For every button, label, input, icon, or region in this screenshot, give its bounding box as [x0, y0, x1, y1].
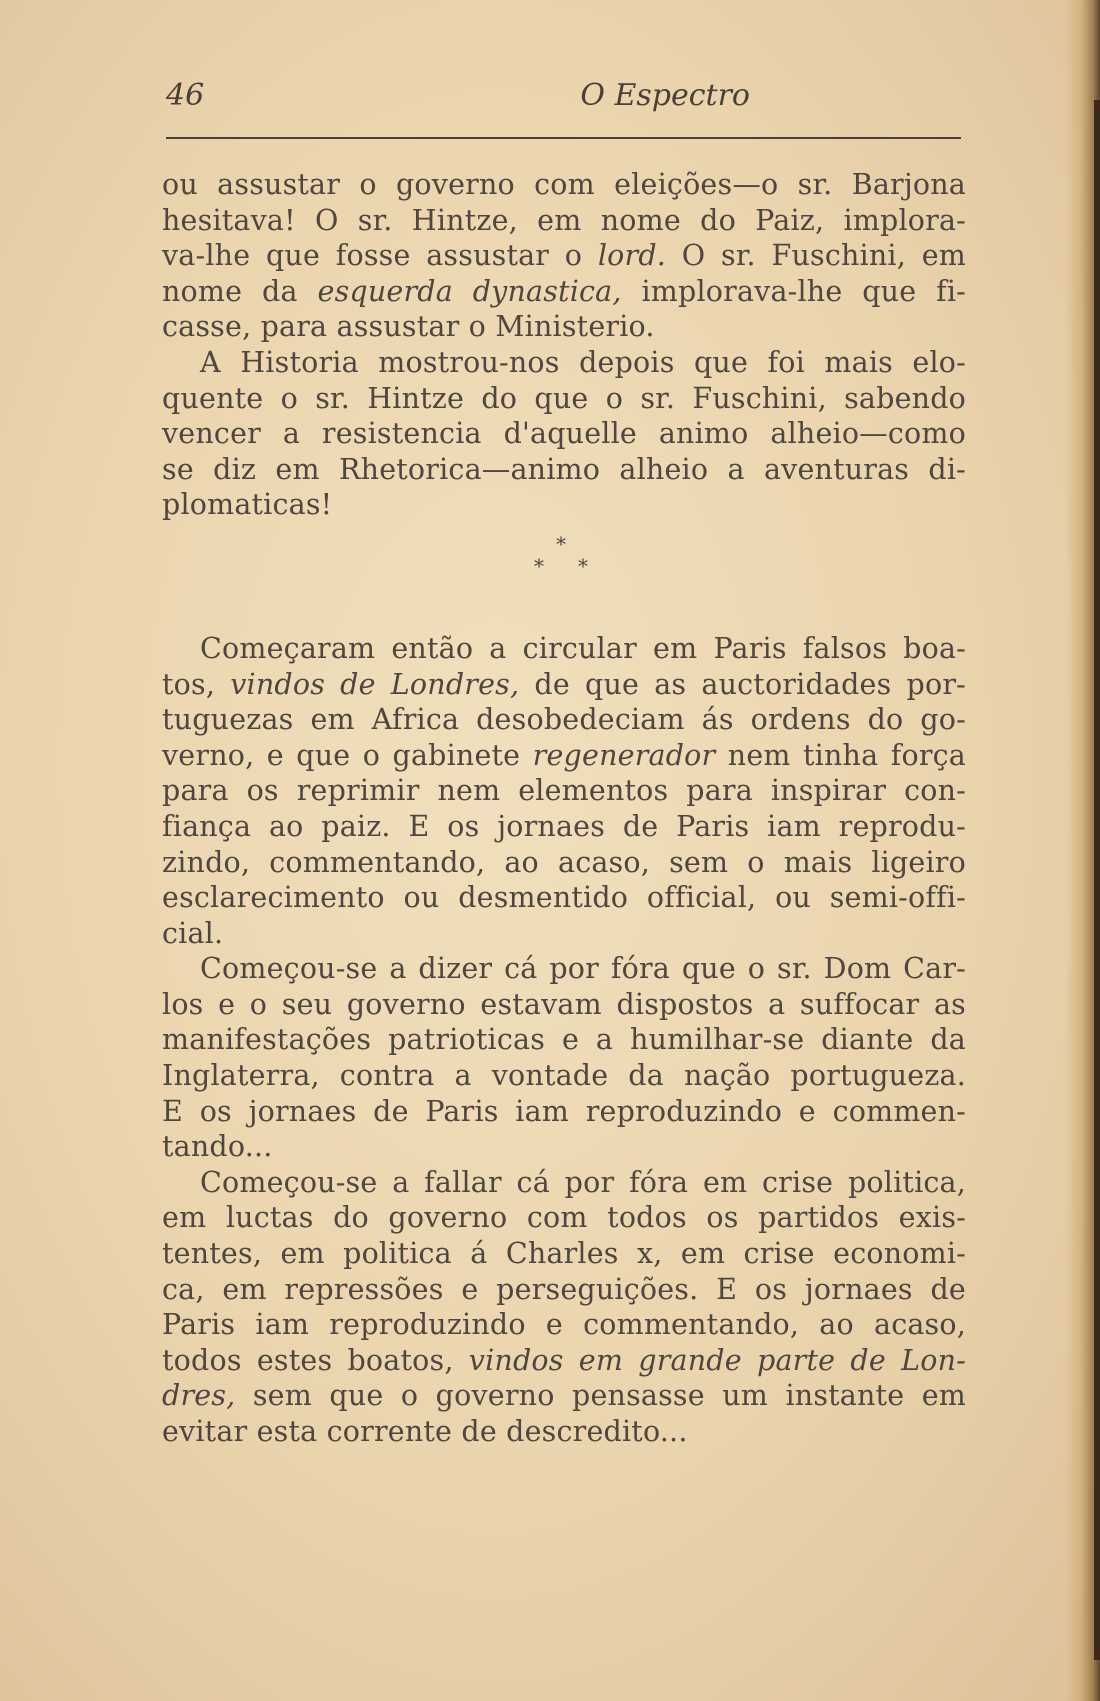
- text-line: todos estes boatos, vindos em grande parte de Lon-: [162, 1343, 966, 1377]
- italic-term: vindos de Londres,: [230, 667, 520, 701]
- italic-term: lord.: [597, 239, 667, 273]
- text-line: evitar esta corrente de descredito...: [162, 1415, 688, 1448]
- paragraph: [162, 1165, 966, 1450]
- page-number: 46: [166, 78, 205, 113]
- page-binding-edge: [1094, 100, 1100, 1660]
- italic-term: esquerda dynastica,: [317, 274, 622, 308]
- text-line: E os jornaes de Paris iam reproduzindo e commen-: [162, 1094, 966, 1128]
- italic-term: dres,: [162, 1379, 236, 1413]
- text-line: tando...: [162, 1130, 273, 1164]
- text-line: tentes, em politica á Charles x, em crise economi-: [162, 1237, 966, 1271]
- text-line: Começou-se a fallar cá por fóra em crise politica,: [200, 1165, 966, 1199]
- text-line: quente o sr. Hintze do que o sr. Fuschini, sabendo: [162, 381, 966, 415]
- asterism-star: *: [578, 554, 588, 578]
- text-line: va-lhe que fosse assustar o lord. O sr. Fuschini, em: [162, 239, 966, 273]
- text-line: plomaticas!: [162, 488, 333, 522]
- text-line: em luctas do governo com todos os partidos exis-: [162, 1201, 966, 1235]
- text-line: para os reprimir nem elementos para inspirar con-: [162, 774, 966, 808]
- text-line: tuguezas em Africa desobedeciam ás ordens do go-: [162, 703, 966, 737]
- text-line: Paris iam reproduzindo e commentando, ao acaso,: [162, 1308, 966, 1342]
- paragraph: [162, 345, 966, 523]
- text-line: tos, vindos de Londres, de que as auctoridades por-: [162, 667, 966, 701]
- text-line: casse, para assustar o Ministerio.: [162, 310, 655, 344]
- text-line: dres, sem que o governo pensasse um instante em: [162, 1379, 966, 1413]
- paragraph-continued: [162, 167, 966, 345]
- text-line: nome da esquerda dynastica, implorava-lhe que fi-: [162, 274, 967, 308]
- section-asterism: [520, 532, 600, 582]
- text-line: fiança ao paiz. E os jornaes de Paris iam reprodu-: [162, 809, 966, 843]
- text-line: los e o seu governo estavam dispostos a suffocar as: [162, 987, 966, 1021]
- italic-term: regenerador: [532, 738, 716, 772]
- text-line: Inglaterra, contra a vontade da nação portugueza.: [162, 1059, 966, 1093]
- text-line: Começaram então a circular em Paris falsos boa-: [200, 631, 966, 665]
- text-line: zindo, commentando, ao acaso, sem o mais ligeiro: [162, 845, 966, 879]
- italic-term: vindos em grande parte de Lon-: [468, 1343, 966, 1377]
- body-text: [162, 167, 966, 1450]
- text-line: se diz em Rhetorica—animo alheio a aventuras di-: [162, 452, 966, 486]
- running-title: O Espectro: [580, 78, 750, 113]
- text-line: ou assustar o governo com eleições—o sr. Barjona: [162, 168, 966, 201]
- text-line: A Historia mostrou-nos depois que foi mais elo-: [200, 345, 966, 379]
- text-line: vencer a resistencia d'aquelle animo alheio—como: [162, 417, 966, 451]
- text-line: hesitava! O sr. Hintze, em nome do Paiz, implora-: [162, 203, 966, 237]
- running-head: [166, 78, 966, 118]
- asterism-star: *: [556, 532, 566, 556]
- asterism-star: *: [534, 554, 544, 578]
- text-line: esclarecimento ou desmentido official, ou semi-offi-: [162, 881, 966, 915]
- text-line: Começou-se a dizer cá por fóra que o sr. Dom Car-: [200, 952, 966, 986]
- text-line: verno, e que o gabinete regenerador nem tinha força: [162, 738, 966, 772]
- text-line: manifestações patrioticas e a humilhar-se diante da: [162, 1023, 966, 1057]
- paragraph: [162, 631, 966, 951]
- text-line: cial.: [162, 916, 224, 950]
- text-line: ca, em repressões e perseguições. E os jornaes de: [162, 1272, 966, 1306]
- paragraph: [162, 951, 966, 1165]
- header-rule: [166, 137, 961, 139]
